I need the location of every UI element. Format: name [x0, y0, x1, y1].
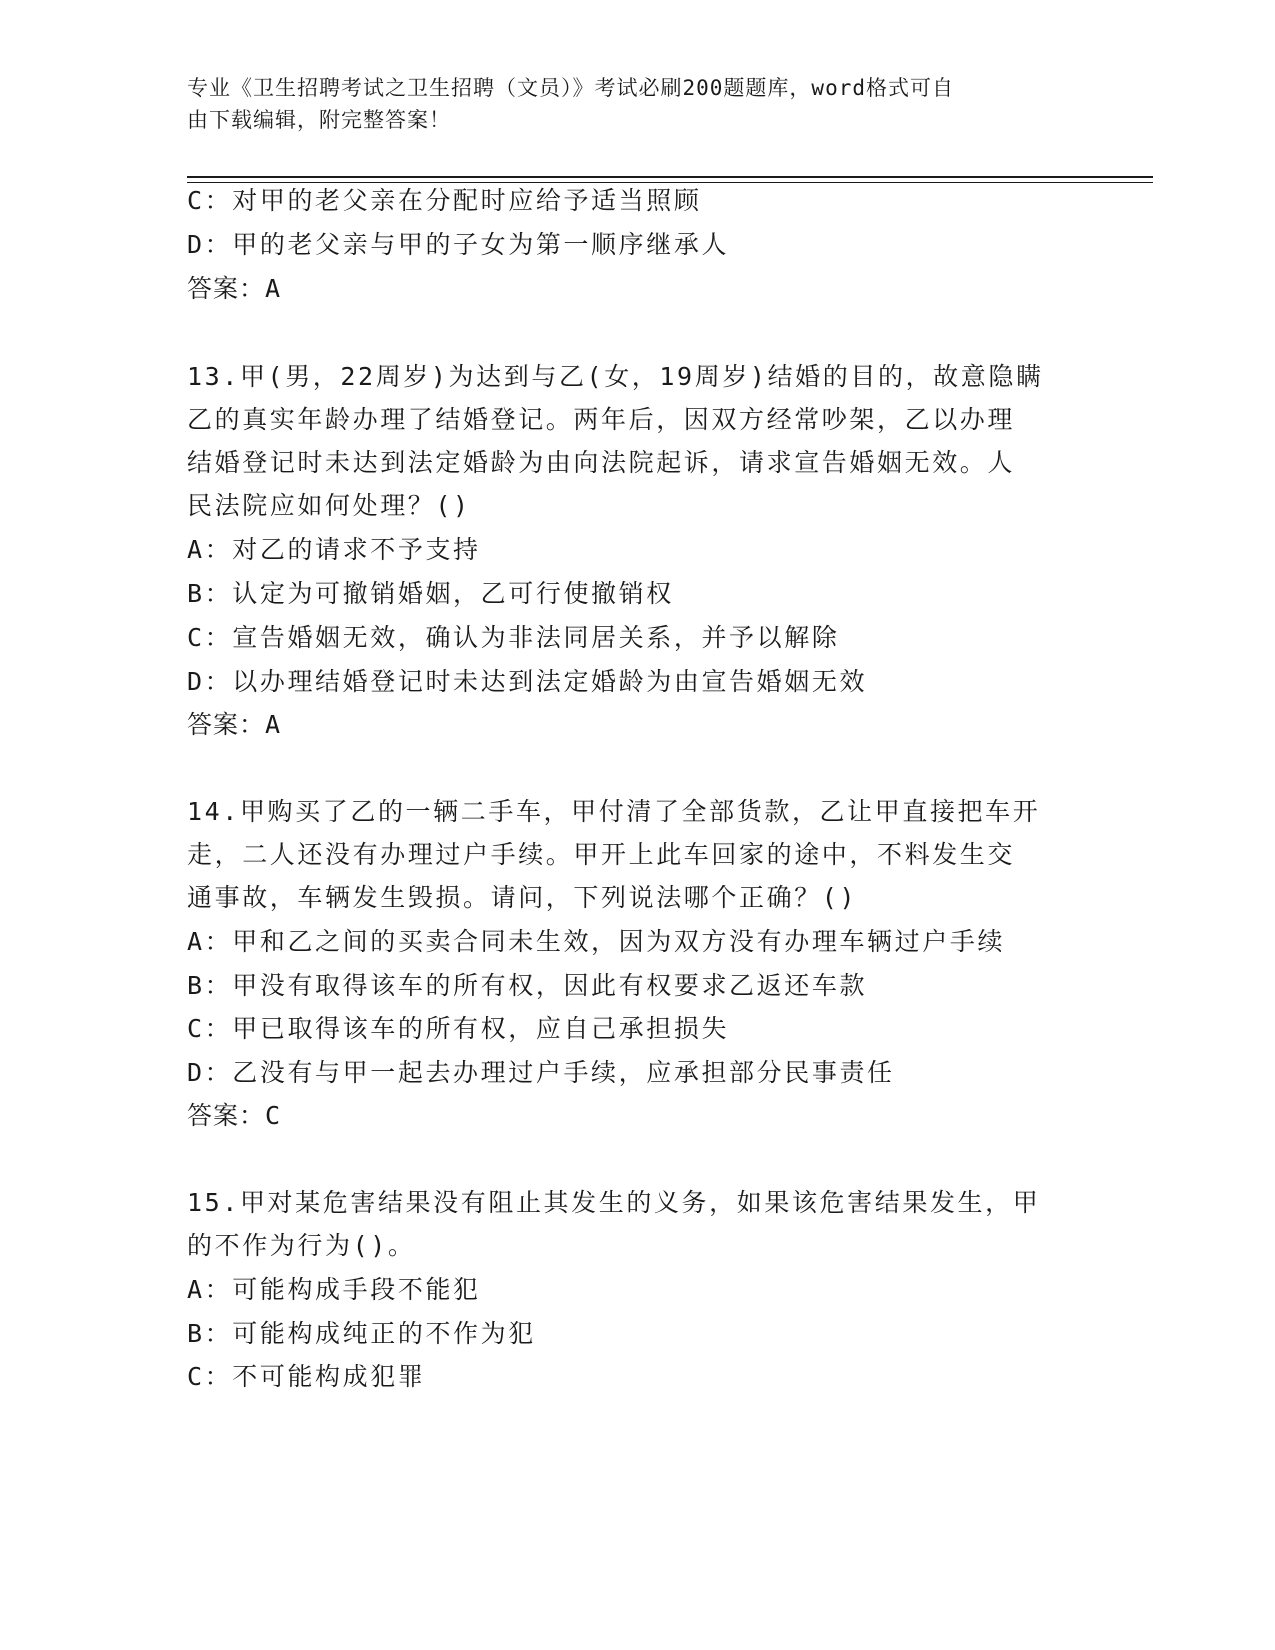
q13-stem-line-4: 民法院应如何处理？(): [187, 491, 471, 520]
header-line-1: 专业《卫生招聘考试之卫生招聘（文员）》考试必刷200题题库，word格式可自: [187, 76, 954, 100]
header-divider-thin: [187, 182, 1153, 183]
q13-stem-line-3: 结婚登记时未达到法定婚龄为由向法院起诉，请求宣告婚姻无效。人: [187, 448, 1016, 477]
q14-stem-line-2: 走，二人还没有办理过户手续。甲开上此车回家的途中，不料发生交: [187, 840, 1016, 869]
q12-option-d: D：甲的老父亲与甲的子女为第一顺序继承人: [187, 230, 730, 259]
header-divider-thick: [187, 176, 1153, 178]
q13-option-c: C：宣告婚姻无效，确认为非法同居关系，并予以解除: [187, 623, 840, 652]
header-line-2: 由下载编辑，附完整答案！: [187, 108, 451, 132]
q15-stem-line-2: 的不作为行为()。: [187, 1231, 416, 1260]
q15-option-b: B：可能构成纯正的不作为犯: [187, 1319, 536, 1348]
q14-stem-line-1: 14.甲购买了乙的一辆二手车，甲付清了全部货款，乙让甲直接把车开: [187, 797, 1041, 826]
document-header: [187, 72, 1067, 136]
q14-option-a: A：甲和乙之间的买卖合同未生效，因为双方没有办理车辆过户手续: [187, 927, 1006, 956]
q13-option-d: D：以办理结婚登记时未达到法定婚龄为由宣告婚姻无效: [187, 667, 868, 696]
q13-option-a: A：对乙的请求不予支持: [187, 535, 481, 564]
q14-option-b: B：甲没有取得该车的所有权，因此有权要求乙返还车款: [187, 971, 868, 1000]
q14-answer: 答案：C: [187, 1101, 282, 1130]
q14-stem-line-3: 通事故，车辆发生毁损。请问，下列说法哪个正确？(): [187, 883, 858, 912]
q14-option-c: C：甲已取得该车的所有权，应自己承担损失: [187, 1014, 730, 1043]
q15-option-c: C：不可能构成犯罪: [187, 1362, 426, 1391]
q13-stem-line-2: 乙的真实年龄办理了结婚登记。两年后，因双方经常吵架，乙以办理: [187, 405, 1016, 434]
q15-option-a: A：可能构成手段不能犯: [187, 1275, 481, 1304]
q15-stem-line-1: 15.甲对某危害结果没有阻止其发生的义务，如果该危害结果发生，甲: [187, 1188, 1041, 1217]
q14-option-d: D：乙没有与甲一起去办理过户手续，应承担部分民事责任: [187, 1058, 895, 1087]
q12-option-c: C：对甲的老父亲在分配时应给予适当照顾: [187, 186, 702, 215]
q13-stem-line-1: 13.甲(男，22周岁)为达到与乙(女，19周岁)结婚的目的，故意隐瞒: [187, 362, 1044, 391]
q12-answer: 答案：A: [187, 274, 282, 303]
q13-option-b: B：认定为可撤销婚姻，乙可行使撤销权: [187, 579, 674, 608]
q13-answer: 答案：A: [187, 710, 282, 739]
